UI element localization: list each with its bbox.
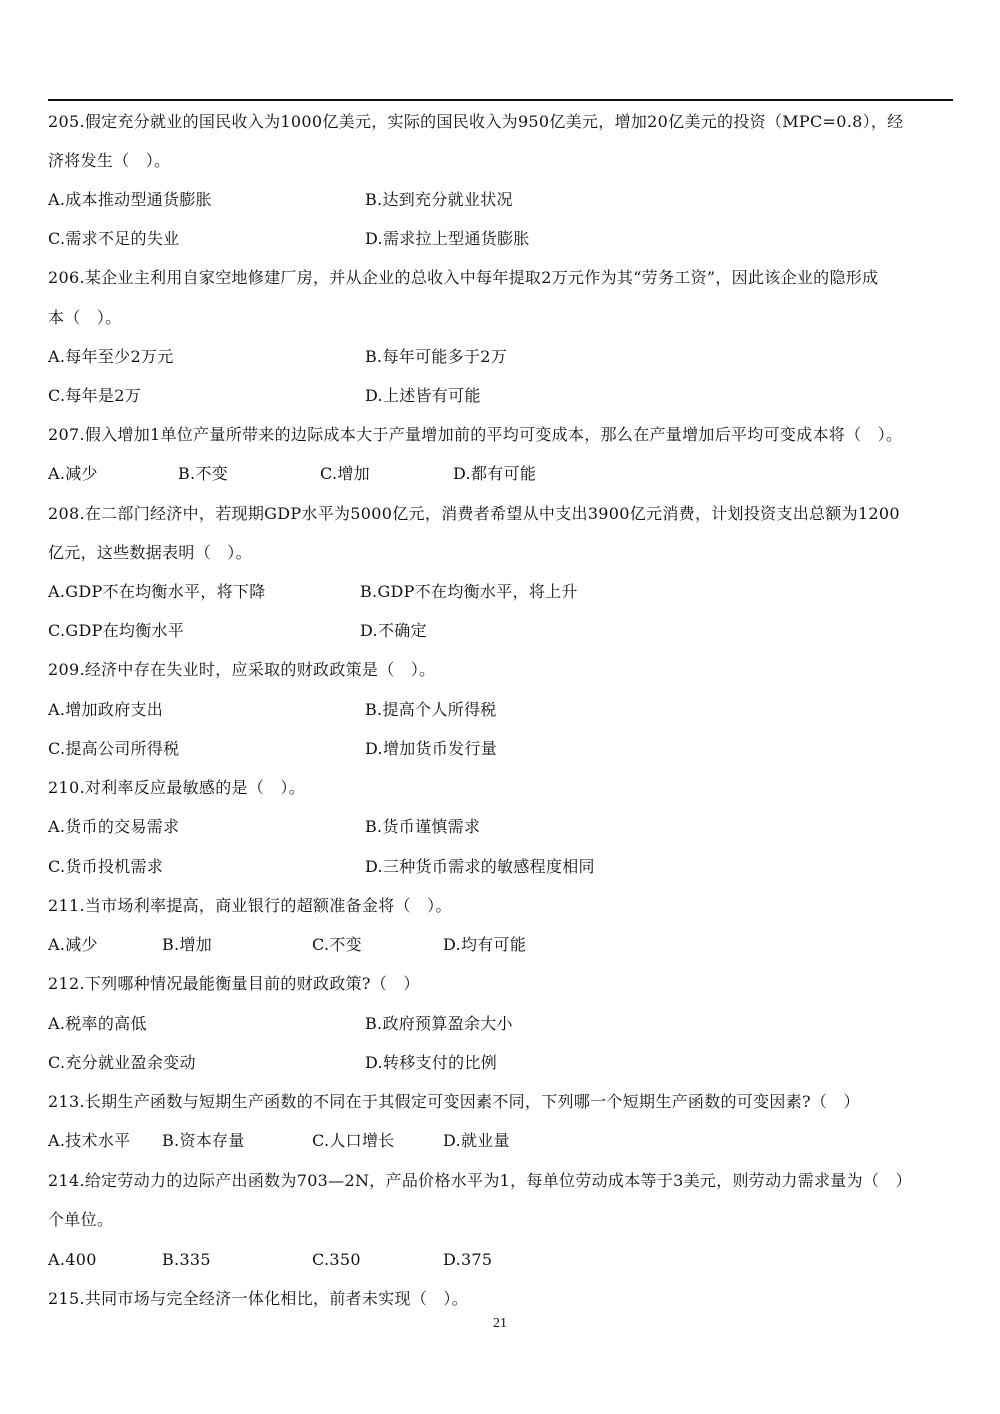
option-209-b: B.提高个人所得税 [365,700,497,719]
question-210-line-1: 210.对利率反应最敏感的是（ ）。 [48,778,306,797]
question-214-line-2: 个单位。 [48,1210,114,1229]
option-214-b: B.335 [162,1250,211,1269]
option-212-a: A.税率的高低 [48,1014,147,1033]
option-207-b: B.不变 [178,464,229,483]
question-214-line-1: 214.给定劳动力的边际产出函数为703—2N，产品价格水平为1，每单位劳动成本等于3美元，则劳动力需求量为（ ） [48,1171,912,1190]
option-209-d: D.增加货币发行量 [365,739,498,758]
option-206-c: C.每年是2万 [48,386,142,405]
question-205-line-1: 205.假定充分就业的国民收入为1000亿美元，实际的国民收入为950亿美元，增加20亿美元的投资（MPC=0.8），经 [48,112,904,131]
option-206-d: D.上述皆有可能 [365,386,481,405]
option-209-a: A.增加政府支出 [48,700,164,719]
option-212-b: B.政府预算盈余大小 [365,1014,513,1033]
option-211-d: D.均有可能 [443,935,527,954]
question-208-line-2: 亿元，这些数据表明（ ）。 [48,543,252,562]
option-208-a: A.GDP不在均衡水平，将下降 [48,582,266,601]
option-206-a: A.每年至少2万元 [48,347,174,366]
option-206-b: B.每年可能多于2万 [365,347,508,366]
option-210-c: C.货币投机需求 [48,857,164,876]
option-211-c: C.不变 [312,935,362,954]
option-208-b: B.GDP不在均衡水平，将上升 [360,582,578,601]
option-208-d: D.不确定 [360,621,427,640]
option-212-c: C.充分就业盈余变动 [48,1053,196,1072]
question-209-line-1: 209.经济中存在失业时，应采取的财政政策是（ ）。 [48,660,436,679]
question-205-line-2: 济将发生（ ）。 [48,151,171,170]
option-211-a: A.减少 [48,935,98,954]
option-210-d: D.三种货币需求的敏感程度相同 [365,857,595,876]
page-number: 21 [493,1316,507,1331]
option-213-a: A.技术水平 [48,1131,131,1150]
option-208-c: C.GDP在均衡水平 [48,621,185,640]
option-209-c: C.提高公司所得税 [48,739,180,758]
question-206-line-1: 206.某企业主利用自家空地修建厂房，并从企业的总收入中每年提取2万元作为其“劳务工资”，因此该企业的隐形成 [48,268,879,287]
option-212-d: D.转移支付的比例 [365,1053,498,1072]
option-211-b: B.增加 [162,935,213,954]
option-205-d: D.需求拉上型通货膨胀 [365,229,530,248]
question-213-line-1: 213.长期生产函数与短期生产函数的不同在于其假定可变因素不同，下列哪一个短期生产函数的可变因素?（ ） [48,1092,860,1111]
option-205-b: B.达到充分就业状况 [365,190,513,209]
option-207-a: A.减少 [48,464,98,483]
option-213-b: B.资本存量 [162,1131,245,1150]
option-207-c: C.增加 [320,464,370,483]
option-214-d: D.375 [443,1250,493,1269]
option-207-d: D.都有可能 [453,464,537,483]
option-213-c: C.人口增长 [312,1131,395,1150]
option-205-a: A.成本推动型通货膨胀 [48,190,212,209]
option-210-b: B.货币谨慎需求 [365,817,481,836]
option-205-c: C.需求不足的失业 [48,229,180,248]
option-214-a: A.400 [48,1250,97,1269]
question-206-line-2: 本（ ）。 [48,308,122,327]
question-207-line-1: 207.假入增加1单位产量所带来的边际成本大于产量增加前的平均可变成本，那么在产量增加后平均可变成本将（ ）。 [48,425,903,444]
question-212-line-1: 212.下列哪种情况最能衡量目前的财政政策?（ ） [48,974,420,993]
option-214-c: C.350 [312,1250,361,1269]
option-210-a: A.货币的交易需求 [48,817,180,836]
question-208-line-1: 208.在二部门经济中，若现期GDP水平为5000亿元，消费者希望从中支出3900亿元消费，计划投资支出总额为1200 [48,504,900,523]
option-213-d: D.就业量 [443,1131,510,1150]
question-211-line-1: 211.当市场利率提高，商业银行的超额准备金将（ ）。 [48,896,452,915]
question-215-line-1: 215.共同市场与完全经济一体化相比，前者未实现（ ）。 [48,1289,469,1308]
header-rule [48,99,953,101]
